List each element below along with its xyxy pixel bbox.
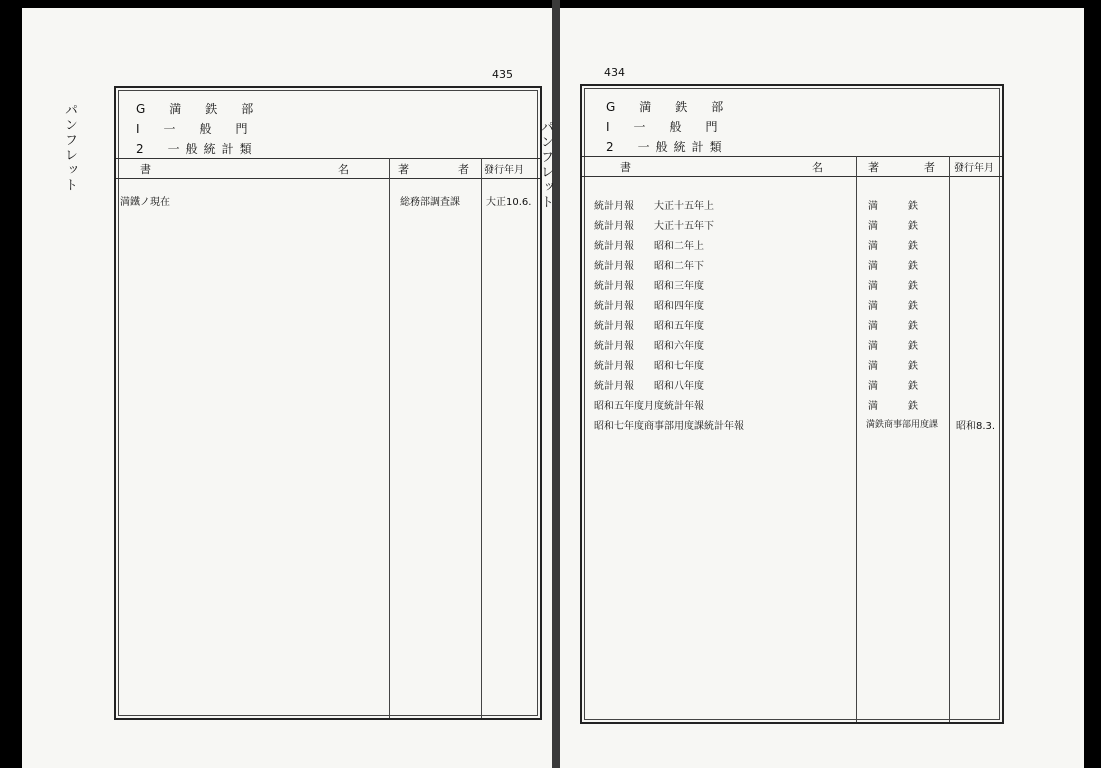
page-number: 435 (492, 68, 513, 81)
column-header-author: 著 (398, 163, 409, 176)
book-gutter (552, 0, 560, 768)
row-author: 総務部調査課 (400, 197, 460, 208)
row-title: 統計月報 昭和四年度 (594, 301, 704, 312)
table-row (582, 314, 1002, 334)
header-line: G 満 鉄 部 (606, 100, 730, 114)
table-row (582, 354, 1002, 374)
header-line: 2 一般統計類 (606, 140, 728, 154)
table-row (116, 190, 540, 210)
row-title: 統計月報 大正十五年上 (594, 201, 714, 212)
column-header-title: 名 (812, 161, 823, 174)
table-row (582, 414, 1002, 434)
column-header-row (582, 156, 1002, 177)
row-title: 統計月報 昭和二年上 (594, 241, 704, 252)
row-author: 満 鉄 (868, 201, 918, 212)
ledger-table (114, 86, 542, 720)
ledger-table (580, 84, 1004, 724)
row-date: 昭和8.3. (956, 421, 996, 432)
column-header-title: 書 (140, 163, 151, 176)
table-row (582, 254, 1002, 274)
row-title: 昭和七年度商事部用度課統計年報 (594, 421, 744, 432)
column-header-author: 者 (924, 161, 935, 174)
row-title: 統計月報 昭和二年下 (594, 261, 704, 272)
table-row (582, 234, 1002, 254)
header-line: G 満 鉄 部 (136, 102, 260, 116)
row-author: 満 鉄 (868, 281, 918, 292)
row-title: 昭和五年度月度統計年報 (594, 401, 704, 412)
header-line: I 一 般 門 (136, 122, 254, 136)
side-label: パンフレット (62, 103, 77, 193)
row-title: 統計月報 昭和六年度 (594, 341, 704, 352)
table-row (582, 194, 1002, 214)
side-label: パンフレット (538, 120, 553, 210)
row-author: 満 鉄 (868, 321, 918, 332)
row-author: 満 鉄 (868, 401, 918, 412)
row-title: 統計月報 昭和三年度 (594, 281, 704, 292)
row-author: 満 鉄 (868, 361, 918, 372)
header-line: I 一 般 門 (606, 120, 724, 134)
row-title: 統計月報 昭和八年度 (594, 381, 704, 392)
table-row (582, 274, 1002, 294)
row-author: 満 鉄 (868, 341, 918, 352)
column-header-date: 發行年月 (484, 165, 524, 176)
column-header-row (116, 158, 540, 179)
row-title: 統計月報 大正十五年下 (594, 221, 714, 232)
row-author: 満 鉄 (868, 301, 918, 312)
table-row (582, 334, 1002, 354)
row-title: 統計月報 昭和七年度 (594, 361, 704, 372)
row-title: 統計月報 昭和五年度 (594, 321, 704, 332)
column-divider (481, 158, 482, 718)
column-divider (389, 158, 390, 718)
row-date: 大正10.6. (486, 197, 532, 208)
section-header (582, 86, 1002, 157)
page-number: 434 (604, 66, 625, 79)
table-row (582, 294, 1002, 314)
left-page (22, 8, 552, 768)
column-header-author: 者 (458, 163, 469, 176)
row-author: 満 鉄 (868, 241, 918, 252)
table-row (582, 374, 1002, 394)
column-header-date: 發行年月 (954, 163, 994, 174)
row-author: 満 鉄 (868, 381, 918, 392)
column-header-title: 書 (620, 161, 631, 174)
row-author: 満 鉄 (868, 221, 918, 232)
table-row (582, 394, 1002, 414)
table-row (582, 214, 1002, 234)
row-title: 満鐵ノ現在 (120, 197, 170, 208)
section-header (116, 88, 540, 159)
column-header-author: 著 (868, 161, 879, 174)
row-author: 満 鉄 (868, 261, 918, 272)
column-header-title: 名 (338, 163, 349, 176)
header-line: 2 一般統計類 (136, 142, 258, 156)
row-author: 満鉄商事部用度課 (866, 420, 939, 430)
right-page (538, 8, 1084, 768)
